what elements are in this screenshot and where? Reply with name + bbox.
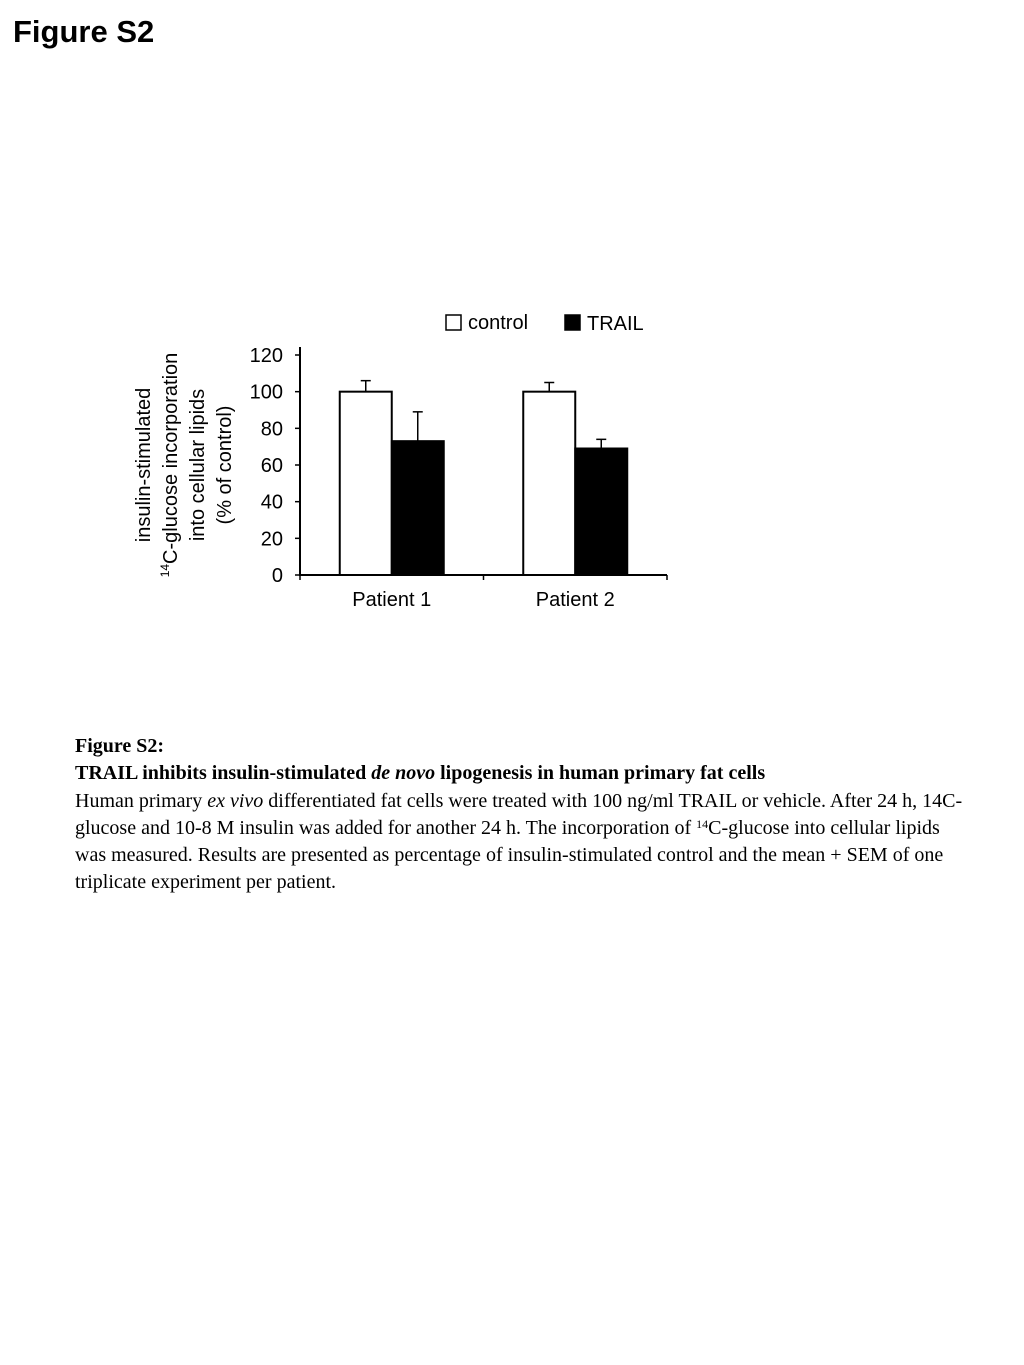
y-axis-title-line-2-text: C-glucose incorporation: [160, 352, 182, 564]
x-tick-label: Patient 1: [352, 589, 432, 611]
caption-body-3: C-glucose into cellular lipids was measured. Results are presented as percentage of insulin-stimulated control and the mean + SEM of one triplicate experiment per patient.: [75, 816, 944, 894]
legend-swatch-trail: [565, 315, 580, 330]
bar-control-patient-1: [340, 392, 392, 575]
bar-trail-patient-1: [392, 441, 444, 575]
caption-body-italic: ex vivo: [207, 789, 264, 812]
plot-area: [250, 345, 667, 611]
y-tick-label: 20: [260, 528, 283, 551]
y-axis-title-line-3: into cellular lipids: [187, 388, 209, 542]
y-axis-title: [133, 353, 236, 578]
y-tick-label: 0: [271, 565, 283, 587]
caption-label: [75, 733, 975, 760]
y-tick-label: 60: [260, 455, 283, 477]
chart-legend: [446, 312, 644, 335]
bar-control-patient-2: [523, 392, 575, 575]
x-tick-label: Patient 2: [535, 589, 615, 611]
caption-body: [75, 788, 975, 897]
legend-swatch-control: [446, 315, 461, 330]
y-tick-label: 120: [249, 345, 283, 367]
y-tick-label: 80: [260, 418, 283, 441]
y-axis-title-line-4: (% of control): [214, 405, 236, 525]
y-tick-label: 100: [249, 381, 283, 404]
caption-title-italic: de novo: [371, 762, 436, 785]
y-axis-title-superscript: 14: [158, 563, 172, 578]
y-axis-title-line-2: [158, 353, 182, 578]
legend-label-control: control: [468, 312, 529, 334]
caption-title-pre: TRAIL inhibits insulin-stimulated: [75, 762, 372, 785]
caption-body-1: Human primary: [75, 789, 208, 812]
legend-label-trail: TRAIL: [587, 313, 644, 335]
caption-title: [75, 760, 975, 787]
y-tick-label: 40: [260, 491, 283, 514]
page-title: Figure S2: [13, 14, 155, 49]
caption-title-post: lipogenesis in human primary fat cells: [435, 762, 766, 785]
bar-trail-patient-2: [575, 449, 627, 576]
caption-label-text: Figure S2:: [75, 735, 165, 757]
y-axis-title-line-1: insulin-stimulated: [133, 387, 155, 543]
figure-caption: [75, 733, 975, 897]
caption-body-2: differentiated fat cells were treated with 100 ng/ml TRAIL or vehicle. After 24 h, 14C-glucose and 10-8 M insulin was added for another 24 h. The incorporation of: [75, 789, 963, 839]
caption-body-superscript: 14: [696, 816, 709, 831]
